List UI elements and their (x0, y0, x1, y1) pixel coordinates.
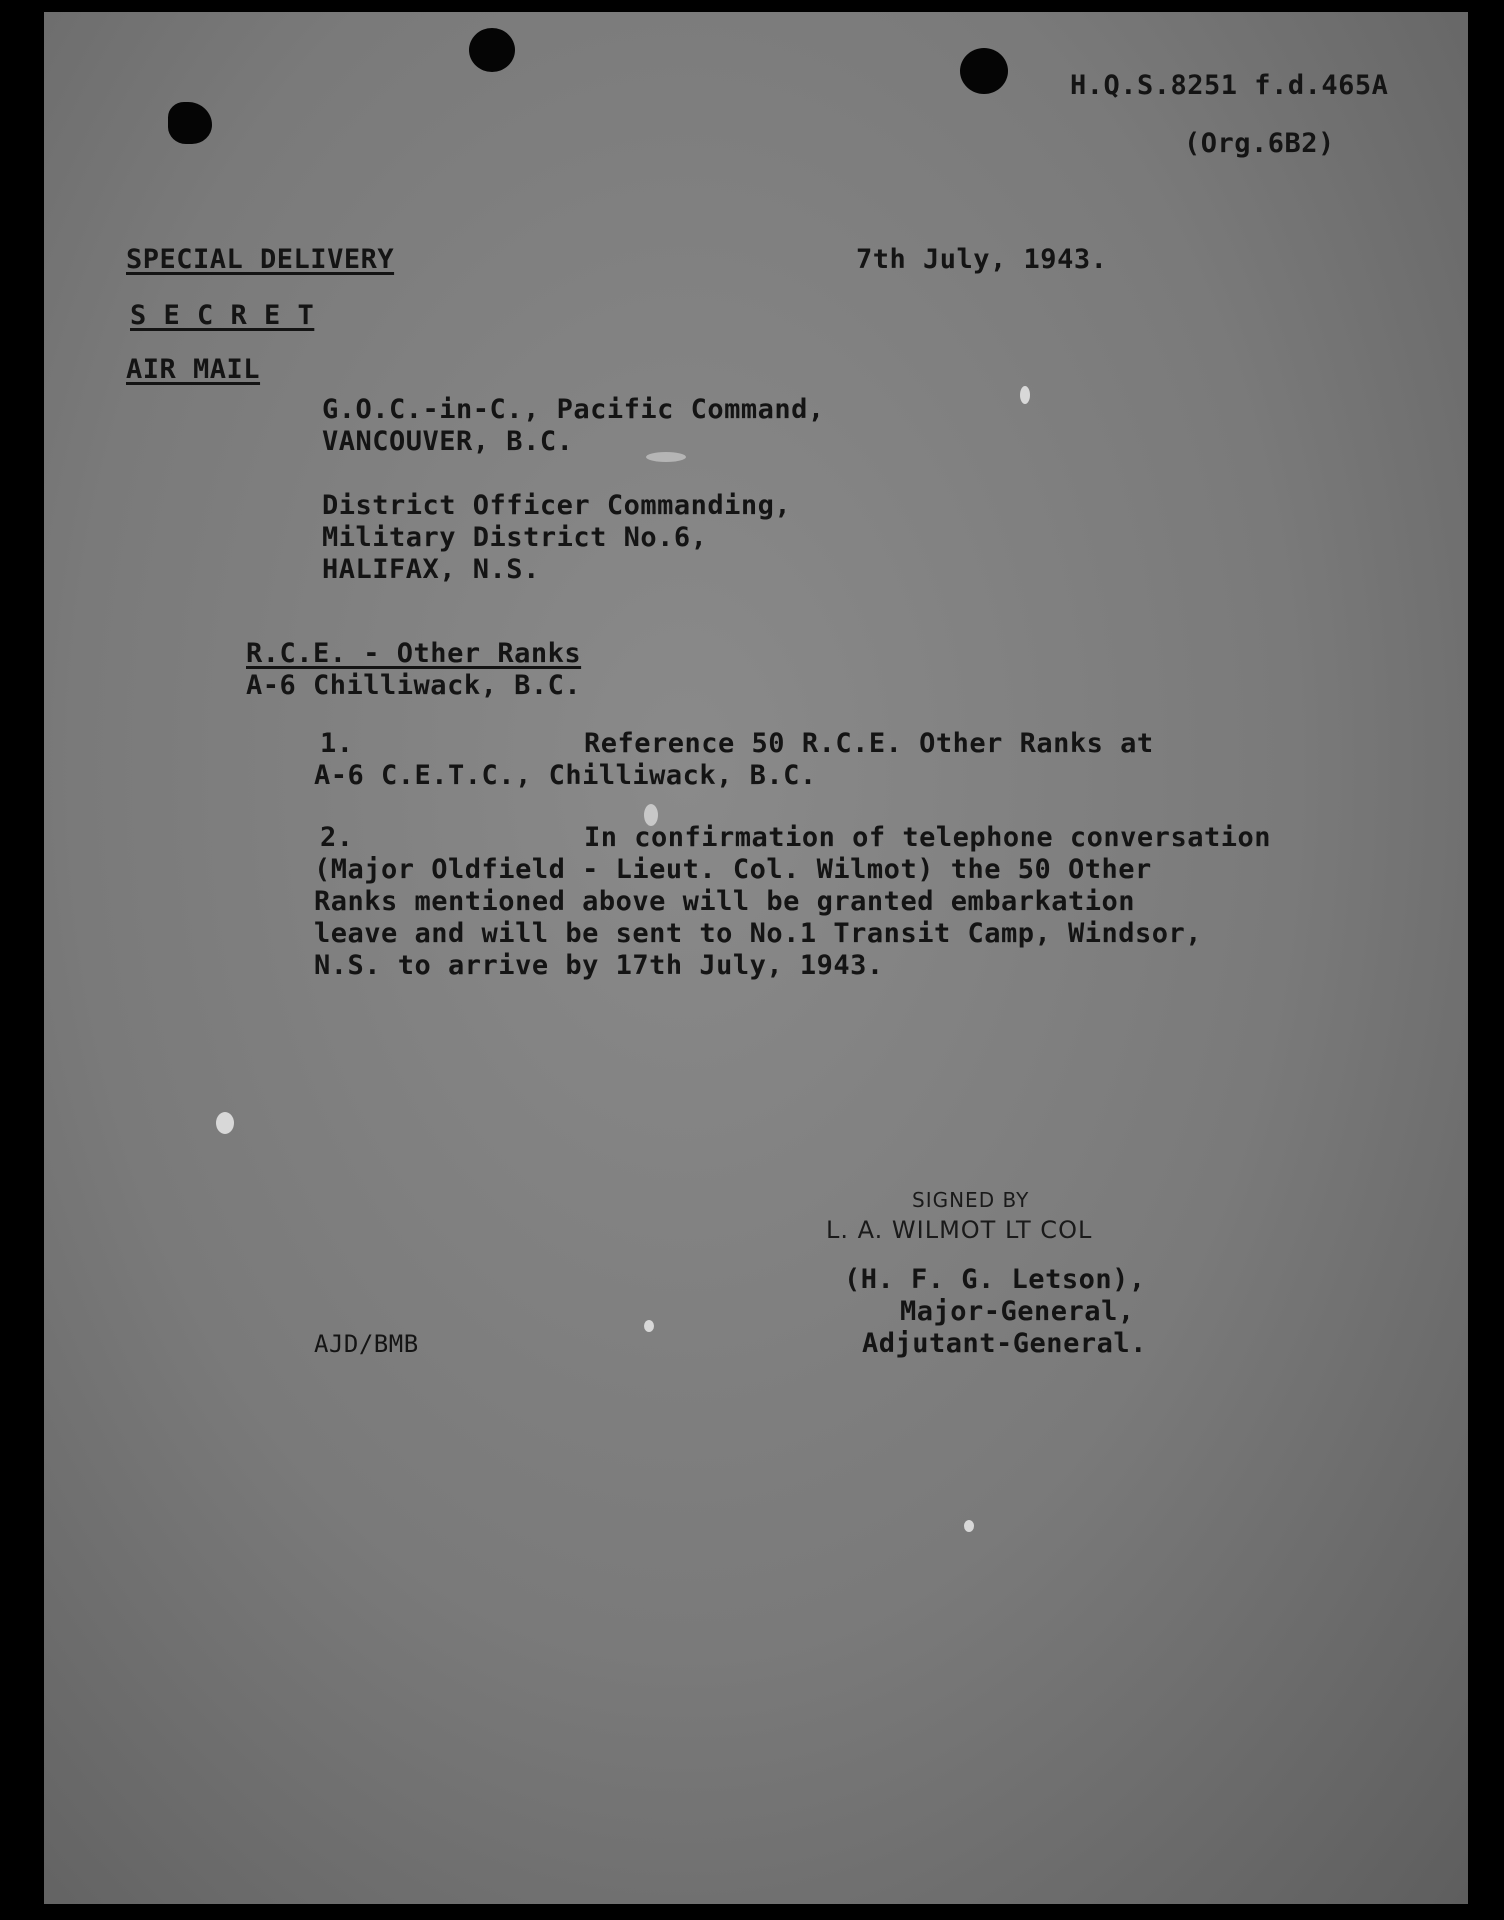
paragraph-2-line-3: Ranks mentioned above will be granted embarkation (314, 886, 1136, 917)
addressee-2-line-3: HALIFAX, N.S. (322, 554, 540, 585)
paper-speck (964, 1520, 974, 1532)
signer-stamp: L. A. WILMOT LT COL (826, 1216, 1093, 1244)
special-delivery-marking: SPECIAL DELIVERY (126, 244, 395, 275)
paragraph-1-line-1: Reference 50 R.C.E. Other Ranks at (584, 728, 1154, 759)
subject-line-1: R.C.E. - Other Ranks (246, 638, 582, 669)
signatory-title: Adjutant-General. (862, 1328, 1147, 1359)
paper-speck (646, 452, 686, 462)
paragraph-2-line-5: N.S. to arrive by 17th July, 1943. (314, 950, 884, 981)
punch-hole-right (960, 48, 1008, 94)
paragraph-1-number: 1. (320, 728, 354, 759)
paper-speck (1020, 386, 1030, 404)
addressee-2-line-1: District Officer Commanding, (322, 490, 792, 521)
punch-hole-left (469, 28, 515, 72)
paragraph-2-line-1: In confirmation of telephone conversation (584, 822, 1271, 853)
paragraph-2-number: 2. (320, 822, 354, 853)
typist-initials: AJD/BMB (314, 1330, 419, 1358)
subject-line-2: A-6 Chilliwack, B.C. (246, 670, 582, 701)
secret-marking: S E C R E T (130, 300, 315, 331)
date: 7th July, 1943. (856, 244, 1108, 275)
document-page (44, 12, 1468, 1904)
torn-mark (168, 102, 212, 144)
paper-speck (644, 1320, 654, 1332)
addressee-2-line-2: Military District No.6, (322, 522, 708, 553)
air-mail-marking: AIR MAIL (126, 354, 261, 385)
file-reference: H.Q.S.8251 f.d.465A (1070, 70, 1389, 101)
paragraph-2-line-4: leave and will be sent to No.1 Transit Camp, Windsor, (314, 918, 1203, 949)
paragraph-2-line-2: (Major Oldfield - Lieut. Col. Wilmot) the 50 Other (314, 854, 1152, 885)
signed-by-stamp: SIGNED BY (912, 1188, 1030, 1212)
org-reference: (Org.6B2) (1184, 128, 1335, 159)
paragraph-1-line-2: A-6 C.E.T.C., Chilliwack, B.C. (314, 760, 817, 791)
addressee-1-line-2: VANCOUVER, B.C. (322, 426, 574, 457)
addressee-1-line-1: G.O.C.-in-C., Pacific Command, (322, 394, 825, 425)
signatory-rank: Major-General, (900, 1296, 1135, 1327)
paper-speck (216, 1112, 234, 1134)
signatory-name: (H. F. G. Letson), (844, 1264, 1146, 1295)
